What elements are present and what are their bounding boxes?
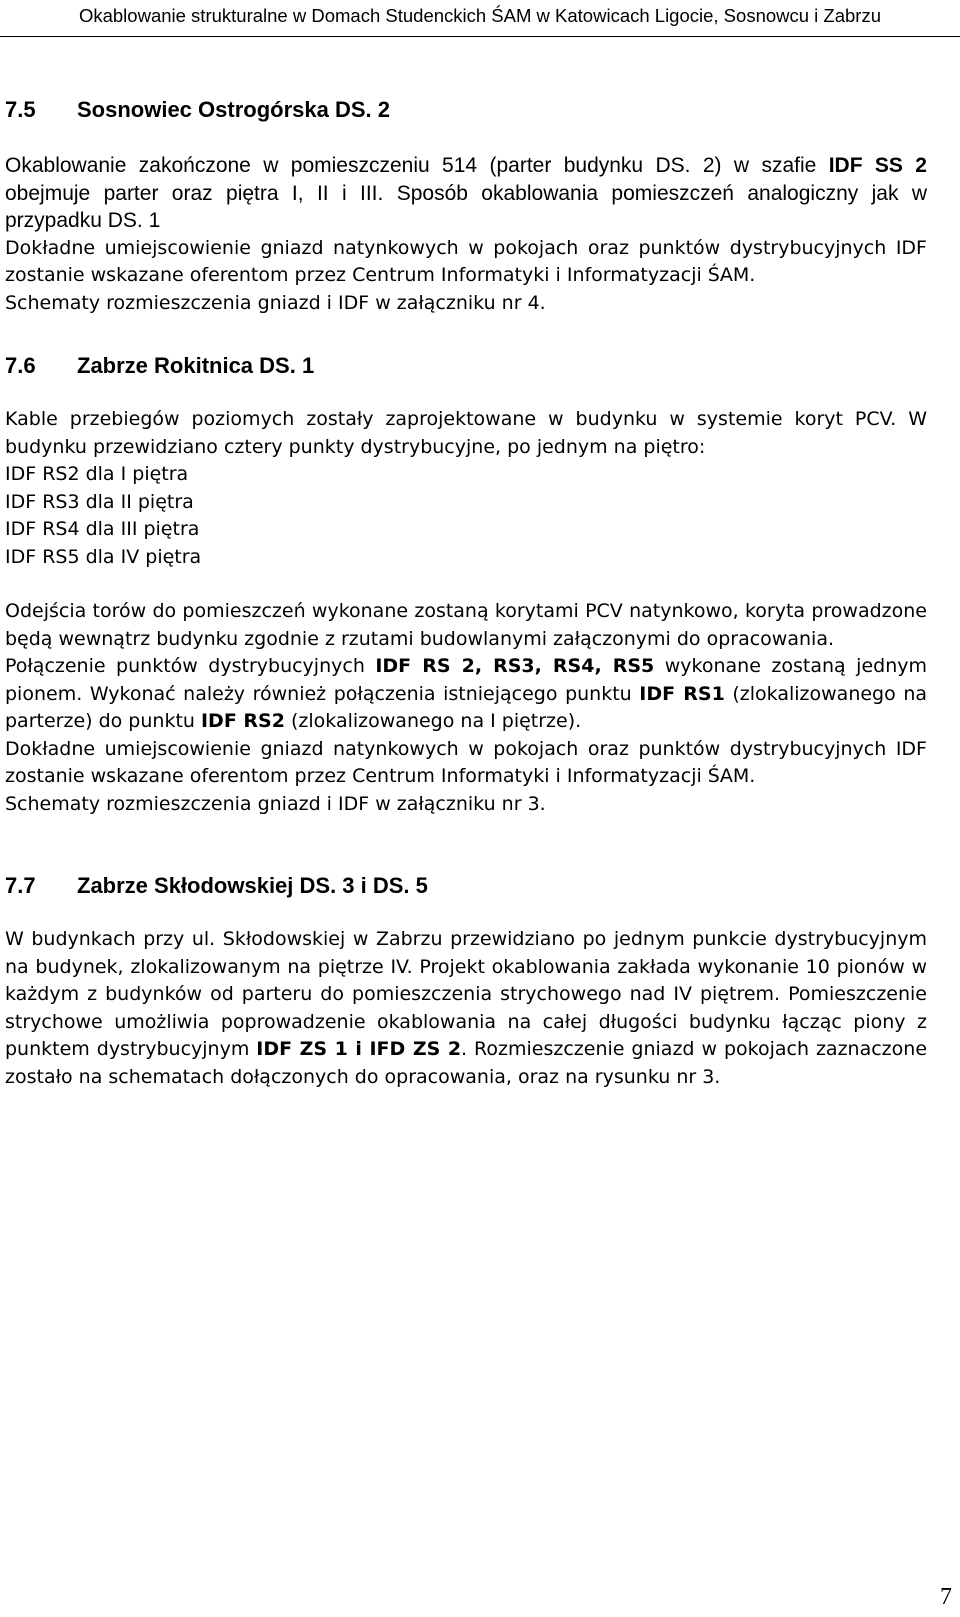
text-run-bold: IDF RS2: [200, 710, 285, 732]
text-run-bold: IDF RS1: [639, 682, 725, 705]
text-run-bold: IDF RS 2, RS3, RS4, RS5: [375, 655, 655, 677]
list-item: IDF RS4 dla III piętra: [5, 518, 200, 540]
section-title: Sosnowiec Ostrogórska DS. 2: [77, 97, 390, 122]
list-item: IDF RS5 dla IV piętra: [5, 545, 202, 568]
paragraph: [5, 152, 927, 235]
paragraph: Dokładne umiejscowienie gniazd natynkowych w pokojach oraz punktów dystrybucyjnych IDF zostanie wskazane oferentom przez Centrum Informatyki i Informatyzacji ŚAM.: [5, 236, 927, 286]
paragraph: [5, 653, 927, 736]
text-run: . Rozmieszczenie gniazd w pokojach zaznaczone zostało na schematach dołączonych do opracowania, oraz na rysunku nr 3.: [5, 1038, 928, 1088]
text-run-bold: IDF ZS 1 i IFD ZS 2: [256, 1038, 462, 1060]
paragraph: Dokładne umiejscowienie gniazd natynkowych w pokojach oraz punktów dystrybucyjnych IDF zostanie wskazane oferentom przez Centrum Informatyki i Informatyzacji ŚAM.: [5, 737, 927, 787]
paragraph: Schematy rozmieszczenia gniazd i IDF w załączniku nr 4.: [5, 291, 546, 314]
list-item: IDF RS3 dla II piętra: [5, 490, 194, 513]
list-item: IDF RS2 dla I piętra: [5, 463, 189, 485]
paragraph: Odejścia torów do pomieszczeń wykonane zostaną korytami PCV natynkowo, koryta prowadzone będą wewnątrz budynku zgodnie z rzutami budowlanymi załączonymi do opracowania.: [5, 600, 927, 650]
page-number: 7: [940, 1584, 952, 1610]
paragraph: [5, 926, 927, 1091]
text-run: wykonane zostaną jednym pionem. Wykonać należy również połączenia istniejącego punktu: [5, 655, 927, 705]
section-number: 7.7: [5, 873, 36, 898]
text-run: obejmuje parter oraz piętra I, II i III. Sposób okablowania pomieszczeń analogiczny jak w przypadku DS. 1: [5, 181, 927, 232]
section-title: Zabrze Rokitnica DS. 1: [77, 353, 315, 378]
section-heading-7-7: [5, 872, 927, 900]
section-heading-7-5: [5, 96, 927, 124]
running-header: Okablowanie strukturalne w Domach Studenckich ŚAM w Katowicach Ligocie, Sosnowcu i Zabrzu: [0, 0, 960, 37]
section-number: 7.5: [5, 97, 36, 122]
text-run: W budynkach przy ul. Skłodowskiej w Zabrzu przewidziano po jednym punkcie dystrybucyjnym na budynek, zlokalizowanym na piętrze IV. Projekt okablowania zakłada wykonanie 10 pionów w każdym z budynków od parteru do pomieszczenia strychowego nad IV piętrem. Pomieszczenie strychowe umożliwia poprowadzenie okablowania na całej długości budynku łącząc piony z punktem dystrybucyjnym: [5, 928, 927, 1060]
text-run: Połączenie punktów dystrybucyjnych: [5, 655, 376, 677]
text-run: (zlokalizowanego na I piętrze).: [284, 710, 582, 732]
text-run: (zlokalizowanego na parterze) do punktu: [5, 682, 928, 732]
document-body: [5, 96, 927, 1091]
paragraph: Kable przebiegów poziomych zostały zaprojektowane w budynku w systemie koryt PCV. W budynku przewidziano cztery punkty dystrybucyjne, po jednym na piętro:: [5, 408, 927, 458]
paragraph: Schematy rozmieszczenia gniazd i IDF w załączniku nr 3.: [5, 792, 546, 815]
section-heading-7-6: [5, 352, 927, 380]
section-number: 7.6: [5, 353, 36, 378]
section-title: Zabrze Skłodowskiej DS. 3 i DS. 5: [77, 873, 428, 898]
text-run: Okablowanie zakończone w pomieszczeniu 514 (parter budynku DS. 2) w szafie: [5, 154, 829, 177]
text-run-bold: IDF SS 2: [828, 154, 927, 177]
